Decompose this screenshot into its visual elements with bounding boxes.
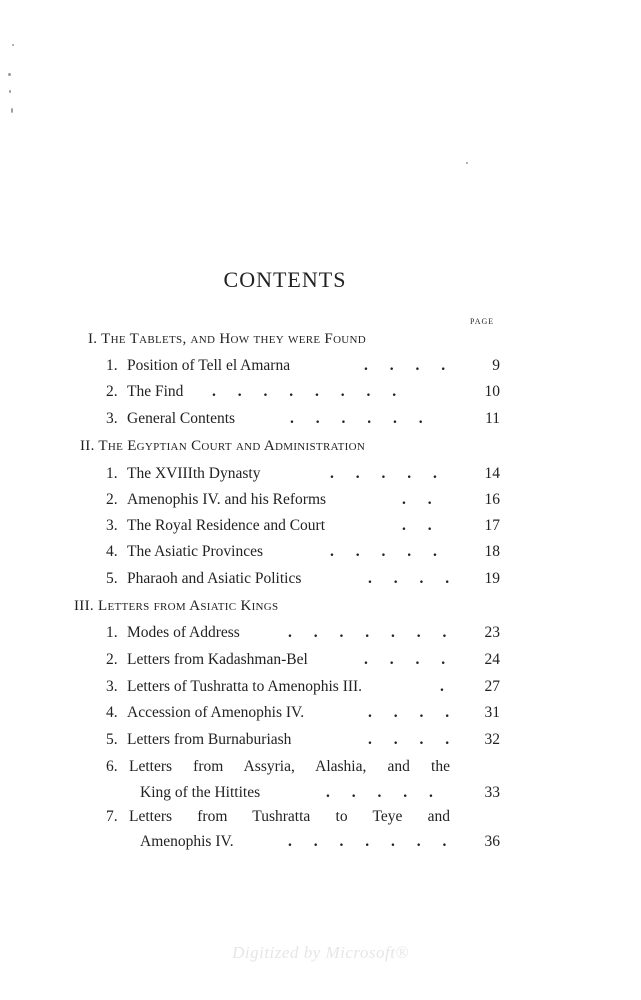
leader-dots: . . . . <box>368 704 459 721</box>
toc-entry[interactable] <box>106 570 500 594</box>
toc-entry[interactable] <box>106 704 500 728</box>
entry-number: 1. <box>106 465 118 482</box>
toc-entry[interactable] <box>106 465 500 489</box>
entry-number: 1. <box>106 357 118 374</box>
entry-number: 5. <box>106 731 118 748</box>
entry-number: 2. <box>106 383 118 400</box>
margin-speck <box>9 90 11 93</box>
entry-number: 4. <box>106 543 118 560</box>
toc-entry-continuation[interactable] <box>140 833 500 857</box>
entry-page: 9 <box>492 357 500 374</box>
page-title: CONTENTS <box>223 267 347 292</box>
toc-entry[interactable] <box>106 357 500 381</box>
margin-speck <box>8 73 11 76</box>
leader-dots: . . . . . . <box>290 410 432 427</box>
page-column-label: PAGE <box>470 317 495 326</box>
entry-page: 18 <box>484 543 500 560</box>
leader-dots: . . . . . . . <box>288 833 456 850</box>
leader-dots: . . . . . <box>326 784 442 801</box>
entry-title: Amenophis IV. and his Reforms <box>127 491 327 508</box>
leader-dots: . . <box>402 517 441 534</box>
entry-title: The Royal Residence and Court <box>127 517 326 534</box>
leader-dots: . . . . . . . . <box>212 383 406 400</box>
entry-number: 4. <box>106 704 118 721</box>
entry-page: 14 <box>484 465 500 482</box>
entry-title: Position of Tell el Amarna <box>127 357 291 374</box>
toc-entry[interactable] <box>106 543 500 567</box>
entry-number: 2. <box>106 491 118 508</box>
entry-number: 1. <box>106 624 118 641</box>
entry-page: 24 <box>484 651 500 668</box>
entry-page: 19 <box>484 570 500 587</box>
entry-title: Letters of Tushratta to Amenophis III. <box>127 678 363 695</box>
entry-title: Modes of Address <box>127 624 240 641</box>
toc-entry-continuation[interactable] <box>140 784 500 808</box>
entry-title: Letters from Assyria, Alashia, and the <box>129 758 450 775</box>
entry-page: 32 <box>484 731 500 748</box>
leader-dots: . . . . <box>368 570 459 587</box>
toc-entry[interactable] <box>106 517 500 541</box>
entry-title: The XVIIIth Dynasty <box>127 465 261 482</box>
entry-title: Letters from Burnaburiash <box>127 731 292 748</box>
entry-page: 23 <box>484 624 500 641</box>
leader-dots: . . . . . <box>330 465 446 482</box>
margin-speck <box>11 108 13 113</box>
toc-entry[interactable] <box>106 410 500 434</box>
entry-page: 17 <box>484 517 500 534</box>
entry-title: Letters from Kadashman-Bel <box>127 651 308 668</box>
entry-page: 10 <box>484 383 500 400</box>
entry-number: 2. <box>106 651 118 668</box>
section-heading: II. The Egyptian Court and Administration <box>80 438 366 454</box>
entry-title-continuation: Amenophis IV. <box>140 833 234 850</box>
entry-title: Letters from Tushratta to Teye and <box>129 808 450 825</box>
leader-dots: . . . . <box>364 651 455 668</box>
toc-entry[interactable] <box>106 383 500 407</box>
entry-number: 6. <box>106 758 118 775</box>
watermark: Digitized by Microsoft® <box>232 943 409 962</box>
entry-page: 16 <box>484 491 500 508</box>
entry-page: 27 <box>484 678 500 695</box>
entry-title: The Asiatic Provinces <box>127 543 264 560</box>
toc-entry[interactable] <box>106 731 500 755</box>
margin-speck <box>466 162 468 164</box>
section-heading: I. The Tablets, and How they were Found <box>88 331 367 347</box>
leader-dots: . . . . <box>364 357 455 374</box>
entry-page: 11 <box>485 410 500 427</box>
entry-title: Accession of Amenophis IV. <box>127 704 305 721</box>
toc-entry[interactable] <box>106 651 500 675</box>
entry-number: 7. <box>106 808 118 825</box>
entry-title: General Contents <box>127 410 236 427</box>
toc-entry[interactable] <box>106 678 500 702</box>
entry-number: 5. <box>106 570 118 587</box>
section-heading: III. Letters from Asiatic Kings <box>74 598 279 614</box>
margin-speck <box>12 44 14 46</box>
leader-dots: . . <box>402 491 441 508</box>
leader-dots: . <box>440 678 453 695</box>
entry-number: 3. <box>106 517 118 534</box>
toc-entry[interactable] <box>106 808 500 832</box>
entry-page: 36 <box>484 833 500 850</box>
entry-title-continuation: King of the Hittites <box>140 784 261 801</box>
toc-entry[interactable] <box>106 491 500 515</box>
toc-entry[interactable] <box>106 758 500 782</box>
entry-number: 3. <box>106 678 118 695</box>
entry-page: 33 <box>484 784 500 801</box>
entry-page: 31 <box>484 704 500 721</box>
entry-title: The Find <box>127 383 184 400</box>
leader-dots: . . . . <box>368 731 459 748</box>
leader-dots: . . . . . <box>330 543 446 560</box>
toc-entry[interactable] <box>106 624 500 648</box>
leader-dots: . . . . . . . <box>288 624 456 641</box>
entry-number: 3. <box>106 410 118 427</box>
entry-title: Pharaoh and Asiatic Politics <box>127 570 302 587</box>
